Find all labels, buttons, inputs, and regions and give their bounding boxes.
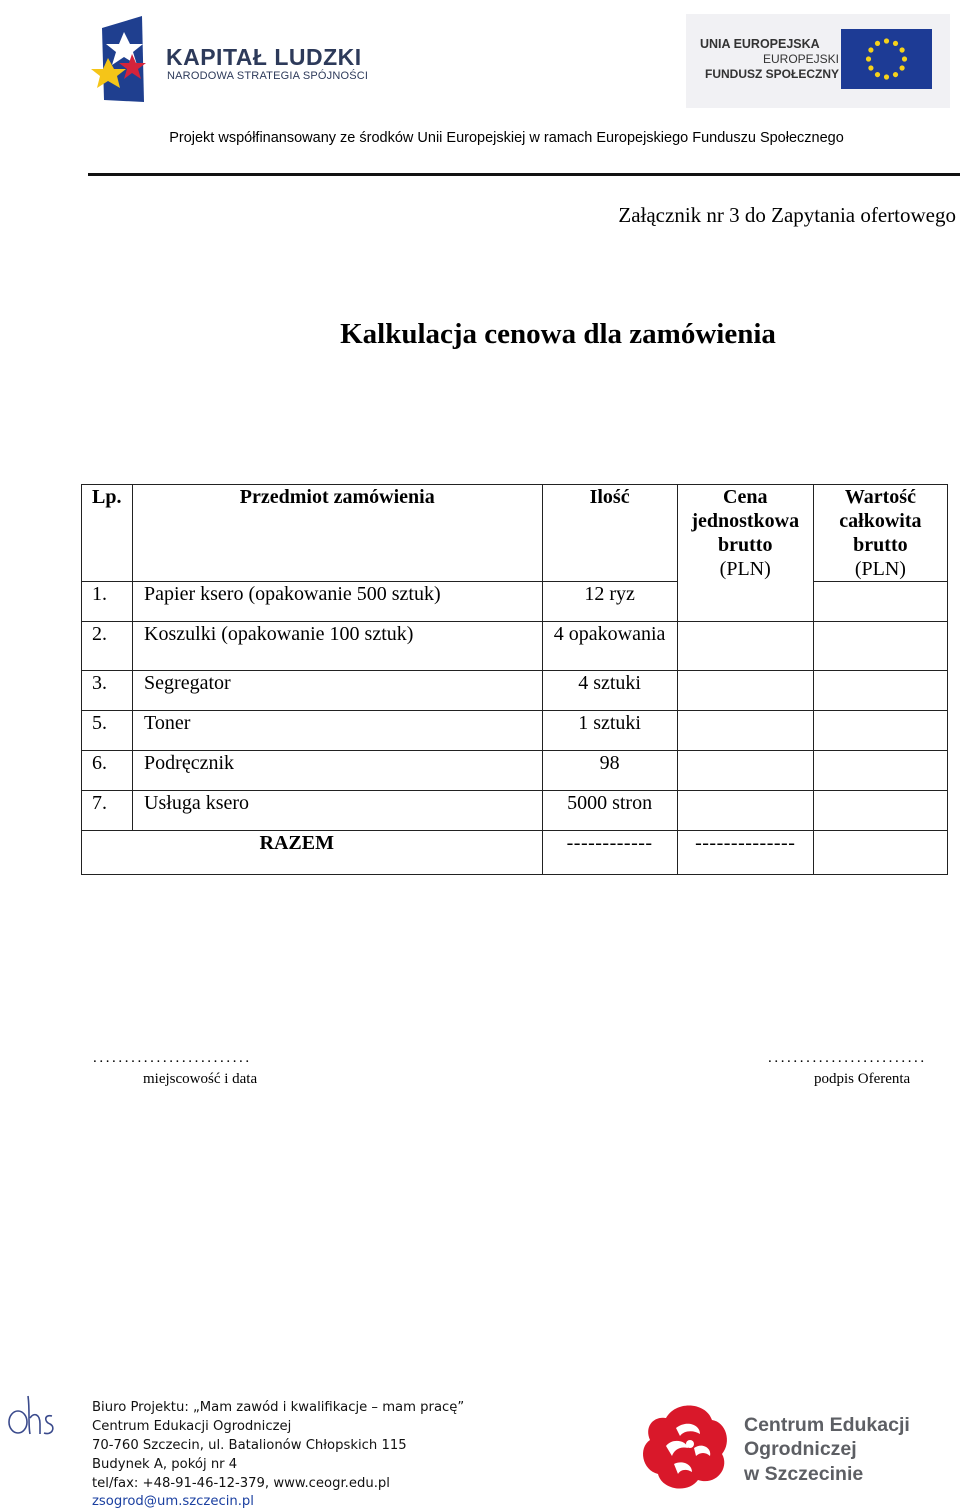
header-unit-price-line: Cena	[723, 486, 768, 508]
row-item: Segregator	[133, 671, 542, 711]
header-total-value-line: całkowita	[839, 510, 922, 532]
row-total-value	[813, 582, 947, 622]
header-unit-price-line: jednostkowa	[691, 510, 800, 532]
eu-star-icon	[884, 74, 889, 79]
total-value	[813, 831, 947, 875]
row-lp: 2.	[82, 622, 133, 671]
total-qty-dash: ------------	[542, 831, 677, 875]
table-header-row	[82, 485, 948, 582]
eu-star-icon	[868, 65, 873, 70]
row-lp: 1.	[82, 582, 133, 622]
eu-star-icon	[875, 41, 880, 46]
place-date-dots: .........................	[93, 1050, 252, 1066]
row-qty: 12 ryz	[542, 582, 677, 622]
signature-dots: .........................	[768, 1050, 927, 1066]
ceo-logo-line1: Centrum Edukacji	[744, 1414, 910, 1436]
table-row	[82, 711, 948, 751]
row-qty: 5000 stron	[542, 791, 677, 831]
row-qty: 4 opakowania	[542, 622, 677, 671]
header-total-value-line: brutto	[853, 534, 908, 556]
place-date-label: miejscowość i data	[143, 1071, 258, 1087]
eu-logo-line3: FUNDUSZ SPOŁECZNY	[705, 67, 840, 81]
row-qty: 98	[542, 751, 677, 791]
eu-star-icon	[884, 38, 889, 43]
ohp-logo-icon	[6, 1384, 56, 1442]
table-row	[82, 622, 948, 671]
row-item: Papier ksero (opakowanie 500 sztuk)	[133, 582, 542, 622]
header-qty: Ilość	[542, 485, 677, 582]
footer-line: Budynek A, pokój nr 4	[92, 1457, 238, 1472]
header-lp: Lp.	[82, 485, 133, 582]
eu-star-icon	[899, 47, 904, 52]
footer-line: 70-760 Szczecin, ul. Batalionów Chłopskich 115	[92, 1438, 407, 1453]
header-unit-price	[677, 485, 813, 622]
header-divider	[88, 173, 960, 176]
row-qty: 4 sztuki	[542, 671, 677, 711]
header-unit-price-line: brutto	[718, 534, 773, 556]
table-row	[82, 751, 948, 791]
attachment-label: Załącznik nr 3 do Zapytania ofertowego	[618, 203, 956, 227]
price-calculation-table	[81, 484, 948, 875]
footer-line: Centrum Edukacji Ogrodniczej	[92, 1419, 292, 1434]
table-row	[82, 791, 948, 831]
eu-logo-line1: UNIA EUROPEJSKA	[700, 37, 820, 51]
table-row	[82, 582, 948, 622]
footer-line: Biuro Projektu: „Mam zawód i kwalifikacje – mam pracę”	[92, 1400, 465, 1415]
eu-star-icon	[899, 65, 904, 70]
eu-star-icon	[893, 72, 898, 77]
kapital-ludzki-title: KAPITAŁ LUDZKI	[166, 44, 362, 70]
header-total-value-line: Wartość	[844, 486, 916, 508]
row-total-value	[813, 791, 947, 831]
eu-star-icon	[866, 56, 871, 61]
row-item: Podręcznik	[133, 751, 542, 791]
footer-email-link[interactable]: zsogrod@um.szczecin.pl	[92, 1494, 254, 1509]
row-unit-price	[677, 791, 813, 831]
header-unit-price-line: (PLN)	[719, 558, 771, 580]
row-item: Usługa ksero	[133, 791, 542, 831]
ceo-logo-line2: Ogrodniczej	[744, 1438, 857, 1460]
row-unit-price	[677, 751, 813, 791]
row-unit-price	[677, 622, 813, 671]
header-total-value	[813, 485, 947, 582]
row-lp: 3.	[82, 671, 133, 711]
row-total-value	[813, 671, 947, 711]
row-lp: 7.	[82, 791, 133, 831]
signature-label: podpis Oferenta	[814, 1071, 911, 1087]
rose-logo-icon	[636, 1398, 746, 1496]
row-total-value	[813, 622, 947, 671]
header-total-value-line: (PLN)	[854, 558, 906, 580]
eu-star-icon	[875, 72, 880, 77]
kapital-ludzki-emblem-icon	[90, 14, 160, 106]
row-qty: 1 sztuki	[542, 711, 677, 751]
row-total-value	[813, 751, 947, 791]
kapital-ludzki-subtitle: NARODOWA STRATEGIA SPÓJNOŚCI	[167, 70, 369, 82]
cofinancing-note: Projekt współfinansowany ze środków Unii Europejskiej w ramach Europejskiego Funduszu Społecznego	[169, 130, 844, 146]
eu-star-icon	[868, 47, 873, 52]
header-item: Przedmiot zamówienia	[133, 485, 542, 582]
document-title: Kalkulacja cenowa dla zamówienia	[340, 318, 776, 350]
total-row	[82, 831, 948, 875]
footer-line: tel/fax: +48-91-46-12-379, www.ceogr.edu.pl	[92, 1476, 390, 1491]
total-price-dash: --------------	[677, 831, 813, 875]
eu-logo-line2: EUROPEJSKI	[763, 52, 840, 66]
row-lp: 5.	[82, 711, 133, 751]
row-unit-price	[677, 671, 813, 711]
row-item: Toner	[133, 711, 542, 751]
ceo-logo-line3: w Szczecinie	[744, 1463, 864, 1485]
row-total-value	[813, 711, 947, 751]
eu-flag-icon	[841, 29, 932, 89]
row-unit-price	[677, 711, 813, 751]
total-label: RAZEM	[82, 831, 543, 875]
eu-star-icon	[902, 56, 907, 61]
row-item: Koszulki (opakowanie 100 sztuk)	[133, 622, 542, 671]
row-lp: 6.	[82, 751, 133, 791]
table-row	[82, 671, 948, 711]
eu-star-icon	[893, 41, 898, 46]
